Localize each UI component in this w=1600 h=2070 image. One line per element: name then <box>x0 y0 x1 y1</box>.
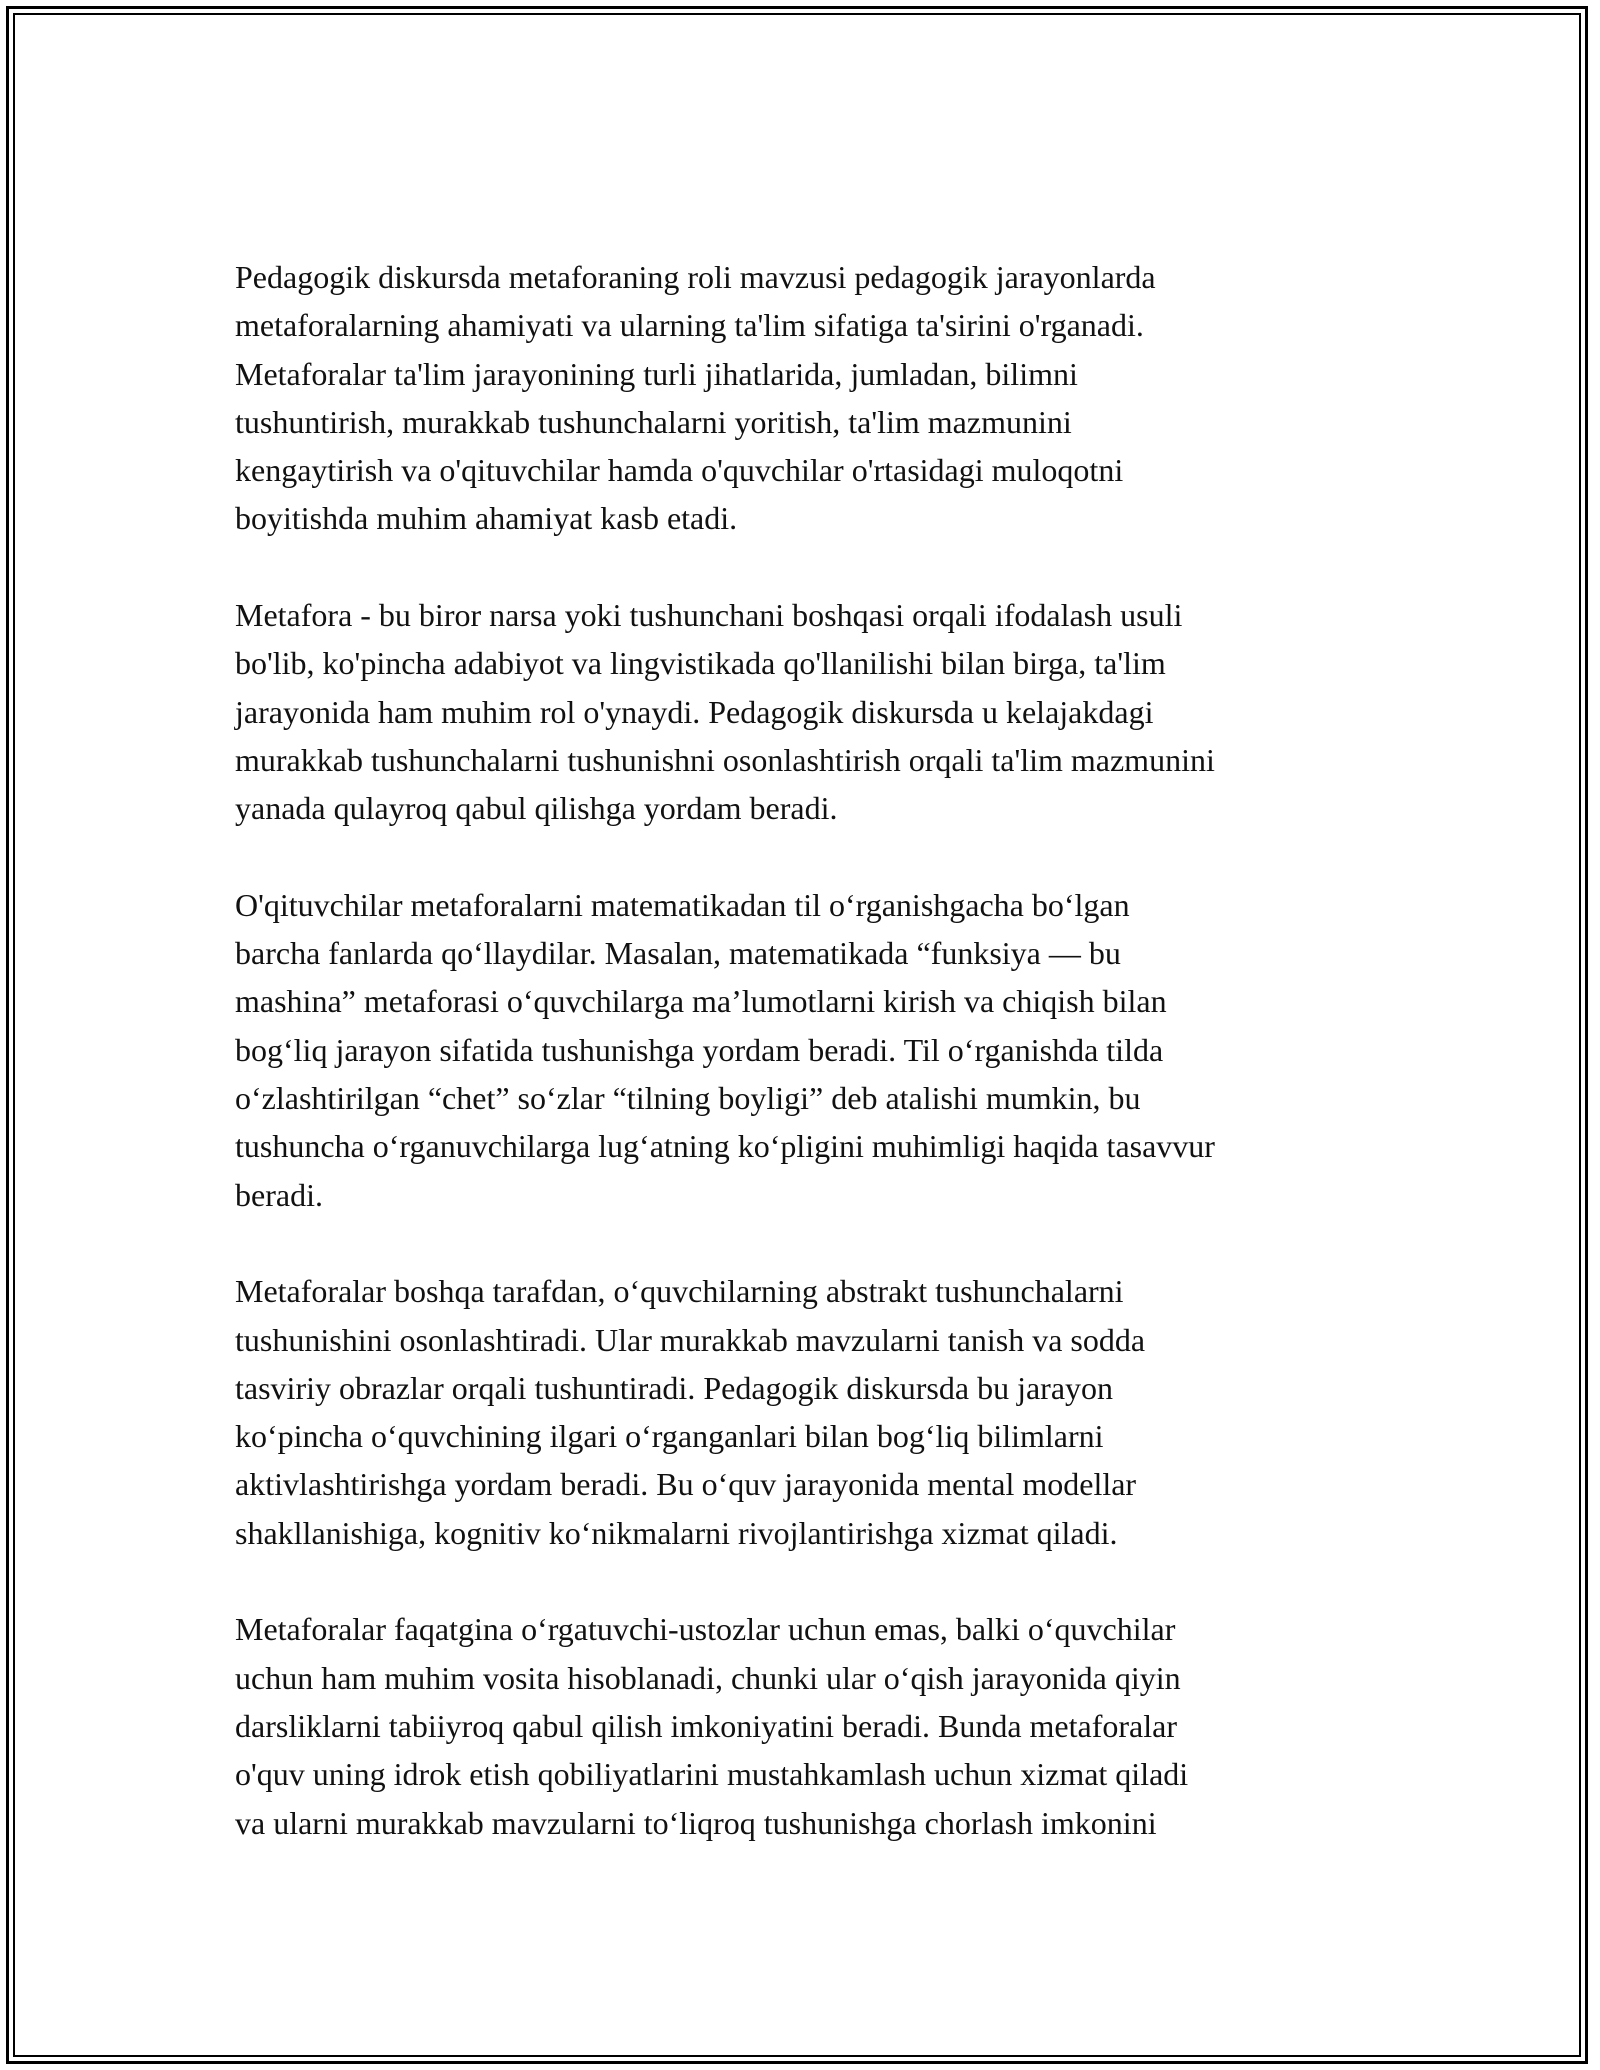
text-line: Metaforalar faqatgina o‘rgatuvchi-ustozlar uchun emas, balki o‘quvchilar <box>235 1611 1176 1648</box>
text-line: va ularni murakkab mavzularni to‘liqroq tushunishga chorlash imkonini <box>235 1804 1157 1841</box>
text-line: beradi. <box>235 1176 323 1213</box>
text-line: metaforalarning ahamiyati va ularning ta'lim sifatiga ta'sirini o'rganadi. <box>235 307 1144 344</box>
text-line: Metaforalar ta'lim jarayonining turli jihatlarida, jumladan, bilimni <box>235 355 1078 392</box>
paragraph-3 <box>235 881 1370 1219</box>
text-line: uchun ham muhim vosita hisoblanadi, chunki ular o‘qish jarayonida qiyin <box>235 1659 1181 1696</box>
text-line: yanada qulayroq qabul qilishga yordam beradi. <box>235 790 838 827</box>
text-line: bog‘liq jarayon sifatida tushunishga yordam beradi. Til o‘rganishda tilda <box>235 1031 1164 1068</box>
document-body <box>235 253 1370 1895</box>
text-line: o'quv uning idrok etish qobiliyatlarini mustahkamlash uchun xizmat qiladi <box>235 1756 1189 1793</box>
text-line: O'qituvchilar metaforalarni matematikadan til o‘rganishgacha bo‘lgan <box>235 886 1130 923</box>
text-line: Pedagogik diskursda metaforaning roli mavzusi pedagogik jarayonlarda <box>235 259 1156 295</box>
text-line: shakllanishiga, kognitiv ko‘nikmalarni rivojlantirishga xizmat qiladi. <box>235 1514 1118 1551</box>
text-line: murakkab tushunchalarni tushunishni osonlashtirish orqali ta'lim mazmunini <box>235 741 1215 778</box>
text-line: tushunishini osonlashtiradi. Ular murakkab mavzularni tanish va sodda <box>235 1321 1146 1358</box>
text-line: aktivlashtirishga yordam beradi. Bu o‘quv jarayonida mental modellar <box>235 1466 1137 1503</box>
paragraph-1 <box>235 253 1370 543</box>
text-line: o‘zlashtirilgan “chet” so‘zlar “tilning boyligi” deb atalishi mumkin, bu <box>235 1080 1141 1117</box>
text-line: jarayonida ham muhim rol o'ynaydi. Pedagogik diskursda u kelajakdagi <box>235 693 1154 730</box>
text-line: boyitishda muhim ahamiyat kasb etadi. <box>235 500 738 537</box>
paragraph-4 <box>235 1267 1370 1557</box>
paragraph-2 <box>235 591 1370 832</box>
paragraph-5 <box>235 1605 1370 1846</box>
text-line: darsliklarni tabiiyroq qabul qilish imkoniyatini beradi. Bunda metaforalar <box>235 1707 1177 1744</box>
text-line: ko‘pincha o‘quvchining ilgari o‘rganganlari bilan bog‘liq bilimlarni <box>235 1418 1104 1455</box>
text-line: tushuntirish, murakkab tushunchalarni yoritish, ta'lim mazmunini <box>235 403 1072 440</box>
text-line: barcha fanlarda qo‘llaydilar. Masalan, matematikada “funksiya — bu <box>235 935 1121 972</box>
text-line: tasviriy obrazlar orqali tushuntiradi. Pedagogik diskursda bu jarayon <box>235 1369 1114 1406</box>
text-line: bo'lib, ko'pincha adabiyot va lingvistikada qo'llanilishi bilan birga, ta'lim <box>235 645 1166 682</box>
text-line: Metaforalar boshqa tarafdan, o‘quvchilarning abstrakt tushunchalarni <box>235 1273 1124 1310</box>
text-line: kengaytirish va o'qituvchilar hamda o'quvchilar o'rtasidagi muloqotni <box>235 452 1124 489</box>
text-line: tushuncha o‘rganuvchilarga lug‘atning ko‘pligini muhimligi haqida tasavvur <box>235 1128 1215 1165</box>
text-line: mashina” metaforasi o‘quvchilarga ma’lumotlarni kirish va chiqish bilan <box>235 983 1167 1020</box>
text-line: Metafora - bu biror narsa yoki tushunchani boshqasi orqali ifodalash usuli <box>235 597 1183 634</box>
